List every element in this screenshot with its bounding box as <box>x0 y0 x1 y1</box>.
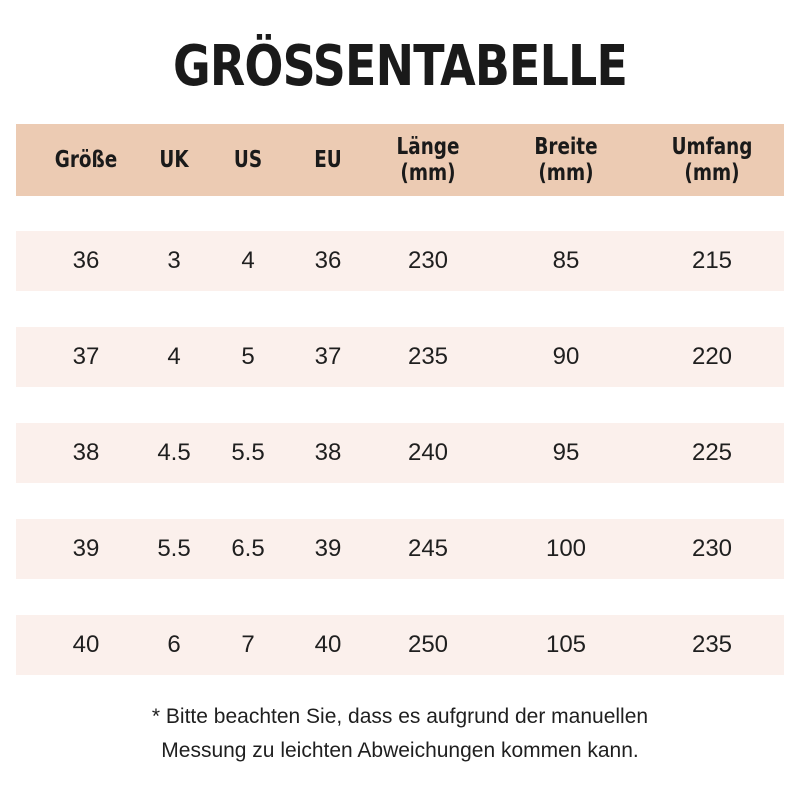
cell-uk: 5.5 <box>157 535 191 562</box>
cell-length: 230 <box>407 247 449 274</box>
table-row <box>16 423 784 483</box>
cell-uk: 3 <box>167 247 181 274</box>
cell-uk: 4.5 <box>157 439 191 466</box>
cell-size: 40 <box>72 631 100 658</box>
cell-length: 240 <box>407 439 449 466</box>
cell-us: 5.5 <box>231 439 265 466</box>
table-header <box>16 124 784 196</box>
cell-width: 85 <box>552 247 580 274</box>
footnote-line-1: * Bitte beachten Sie, dass es aufgrund der manuellen <box>151 705 649 728</box>
header-us: US <box>233 147 263 173</box>
cell-width: 90 <box>552 343 580 370</box>
cell-size: 38 <box>72 439 100 466</box>
cell-eu: 40 <box>314 631 342 658</box>
cell-circumference: 220 <box>691 343 733 370</box>
table-row <box>16 231 784 291</box>
cell-length: 235 <box>407 343 449 370</box>
header-uk: UK <box>159 147 189 173</box>
cell-circumference: 215 <box>691 247 733 274</box>
cell-uk: 4 <box>167 343 181 370</box>
cell-us: 7 <box>241 631 255 658</box>
cell-size: 36 <box>72 247 100 274</box>
cell-us: 6.5 <box>231 535 265 562</box>
table-row <box>16 327 784 387</box>
footnote-line-2: Messung zu leichten Abweichungen kommen kann. <box>161 739 639 762</box>
cell-width: 100 <box>545 535 587 562</box>
header-width: Breite (mm) <box>534 134 598 186</box>
cell-eu: 37 <box>314 343 342 370</box>
cell-eu: 38 <box>314 439 342 466</box>
header-size: Größe <box>54 147 118 173</box>
cell-length: 245 <box>407 535 449 562</box>
table-row <box>16 519 784 579</box>
cell-size: 37 <box>72 343 100 370</box>
header-circumference: Umfang (mm) <box>671 134 753 186</box>
cell-uk: 6 <box>167 631 181 658</box>
cell-eu: 39 <box>314 535 342 562</box>
cell-eu: 36 <box>314 247 342 274</box>
table-row <box>16 615 784 675</box>
cell-length: 250 <box>407 631 449 658</box>
header-eu: EU <box>314 147 342 173</box>
page-title: GRÖSSENTABELLE <box>172 34 628 99</box>
cell-width: 105 <box>545 631 587 658</box>
cell-us: 4 <box>241 247 255 274</box>
cell-circumference: 230 <box>691 535 733 562</box>
cell-circumference: 235 <box>691 631 733 658</box>
cell-us: 5 <box>241 343 255 370</box>
cell-size: 39 <box>72 535 100 562</box>
cell-circumference: 225 <box>691 439 733 466</box>
cell-width: 95 <box>552 439 580 466</box>
footnote <box>0 700 800 768</box>
header-length: Länge (mm) <box>396 134 460 186</box>
